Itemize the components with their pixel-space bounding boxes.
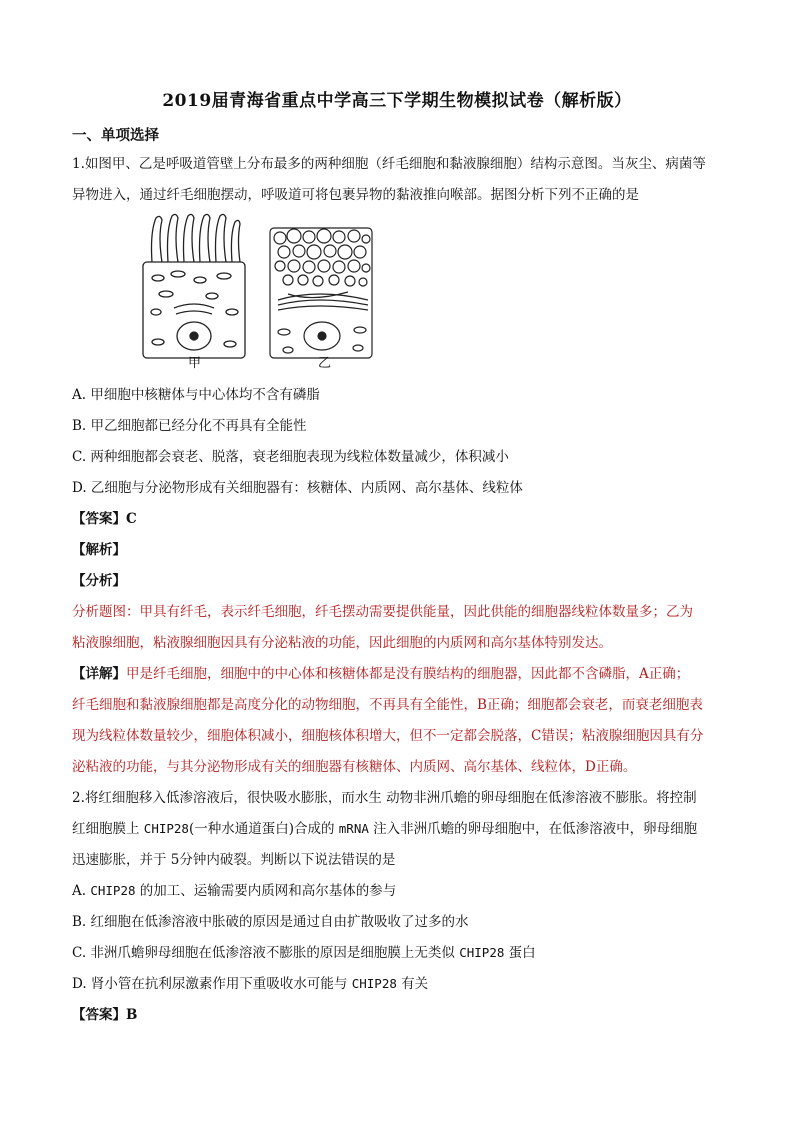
q1-answer: 【答案】C bbox=[72, 511, 137, 527]
section-heading: 一、单项选择 bbox=[72, 127, 159, 144]
q2-opt-c3: 蛋白 bbox=[504, 945, 536, 961]
q2-opt-a3: 的加工、运输需要内质网和高尔基体的参与 bbox=[135, 883, 397, 899]
q1-option-b: B. 甲乙细胞都已经分化不再具有全能性 bbox=[72, 418, 307, 434]
mucous-cell-drawing bbox=[270, 228, 372, 358]
cell-diagram-svg bbox=[138, 212, 378, 372]
q1-detail-line-1 bbox=[72, 663, 732, 685]
q2-option-a bbox=[72, 880, 732, 902]
q1-option-c: C. 两种细胞都会衰老、脱落，衰老细胞表现为线粒体数量减少，体积减小 bbox=[72, 449, 509, 465]
q2-stem-2b: CHIP28 bbox=[143, 821, 189, 836]
q2-stem-line-2 bbox=[72, 818, 732, 840]
q1-option-d: D. 乙细胞与分泌物形成有关细胞器有：核糖体、内质网、高尔基体、线粒体 bbox=[72, 480, 523, 496]
cell-diagram bbox=[138, 212, 378, 372]
q2-stem-2a: 红细胞膜上 bbox=[72, 821, 144, 837]
q2-stem-line-1: 2.将红细胞移入低渗溶液后，很快吸水膨胀，而水生 动物非洲爪蟾的卵母细胞在低渗溶液不膨胀。将控制 bbox=[72, 790, 697, 806]
q2-option-d bbox=[72, 973, 732, 995]
q1-detail-line-3: 现为线粒体数量较少，细胞体积减小，细胞核体积增大，但不一定都会脱落，C错误；粘液腺细胞因具有分 bbox=[72, 728, 704, 744]
q1-analysis-tag: 【解析】 bbox=[72, 542, 126, 558]
q2-opt-d2: CHIP28 bbox=[351, 976, 397, 991]
ciliated-cell-drawing bbox=[143, 214, 245, 358]
q1-option-a: A. 甲细胞中核糖体与中心体均不含有磷脂 bbox=[72, 387, 320, 403]
q1-detail-line-2: 纤毛细胞和黏液腺细胞都是高度分化的动物细胞，不再具有全能性，B正确；细胞都会衰老，而衰老细胞表 bbox=[72, 697, 703, 713]
q2-opt-a1: A. bbox=[72, 883, 91, 899]
q2-stem-line-3: 迅速膨胀，并于 5分钟内破裂。判断以下说法错误的是 bbox=[72, 852, 396, 868]
q2-stem-2c: (一种水通道蛋白)合成的 bbox=[188, 821, 339, 837]
q2-answer: 【答案】B bbox=[72, 1007, 138, 1023]
q2-stem-2e: 注入非洲爪蟾的卵母细胞中，在低渗溶液中，卵母细胞 bbox=[368, 821, 698, 837]
q2-opt-d3: 有关 bbox=[396, 976, 429, 992]
q2-stem-2d: mRNA bbox=[338, 821, 369, 836]
figure-label-b: 乙 bbox=[318, 356, 332, 371]
q1-stem-line-2: 异物进入，通过纤毛细胞摆动，呼吸道可将包裹异物的黏液推向喉部。据图分析下列不正确的是 bbox=[72, 187, 639, 203]
q1-fenxi-line-2: 粘液腺细胞，粘液腺细胞因具有分泌粘液的功能，因此细胞的内质网和高尔基体特别发达。 bbox=[72, 635, 612, 651]
q1-fenxi-tag: 【分析】 bbox=[72, 573, 126, 589]
q2-opt-d1: D. 肾小管在抗利尿激素作用下重吸收水可能与 bbox=[72, 976, 352, 992]
q1-detail-line-4: 泌粘液的功能，与其分泌物形成有关的细胞器有核糖体、内质网、高尔基体、线粒体，D正确。 bbox=[72, 759, 637, 775]
q2-option-c bbox=[72, 942, 732, 964]
q2-opt-a2: CHIP28 bbox=[90, 883, 136, 898]
q1-stem-line-1: 1.如图甲、乙是呼吸道管壁上分布最多的两种细胞（纤毛细胞和黏液腺细胞）结构示意图。当灰尘、病菌等 bbox=[72, 156, 706, 172]
q2-opt-c1: C. 非洲爪蟾卵母细胞在低渗溶液不膨胀的原因是细胞膜上无类似 bbox=[72, 945, 460, 961]
q2-option-b: B. 红细胞在低渗溶液中胀破的原因是通过自由扩散吸收了过多的水 bbox=[72, 914, 469, 930]
page-title: 2019届青海省重点中学高三下学期生物模拟试卷（解析版） bbox=[162, 91, 632, 111]
figure-label-a: 甲 bbox=[188, 356, 202, 371]
q1-detail-text-1: 甲是纤毛细胞，细胞中的中心体和核糖体都是没有膜结构的细胞器，因此都不含磷脂，A正确； bbox=[126, 666, 690, 682]
q1-fenxi-line-1: 分析题图：甲具有纤毛，表示纤毛细胞，纤毛摆动需要提供能量，因此供能的细胞器线粒体数量多；乙为 bbox=[72, 604, 693, 620]
q1-detail-tag: 【详解】 bbox=[72, 666, 126, 682]
q2-opt-c2: CHIP28 bbox=[459, 945, 505, 960]
